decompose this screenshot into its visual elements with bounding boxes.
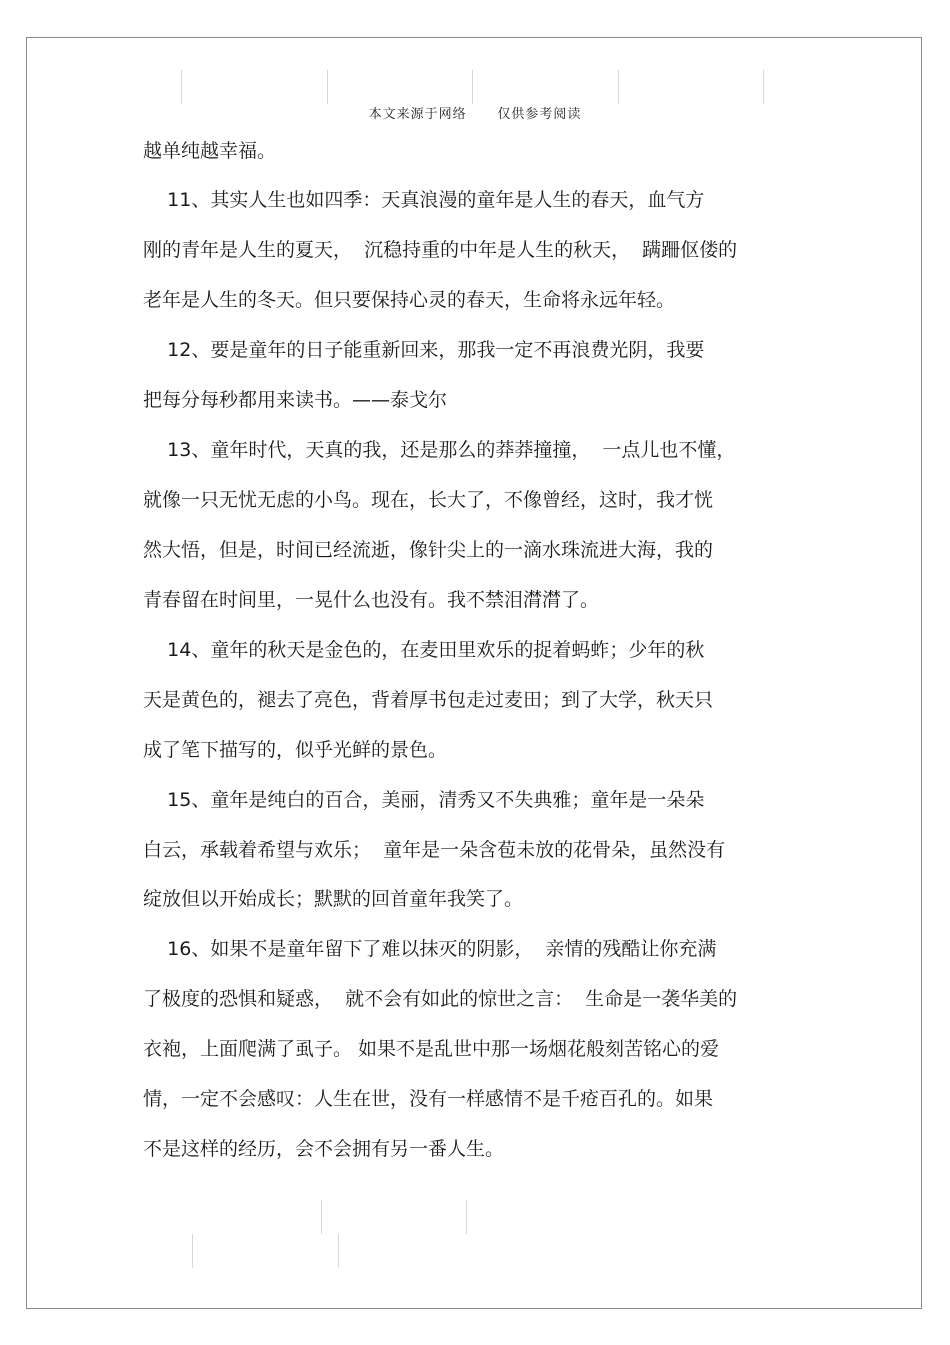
text-line: 就像一只无忧无虑的小鸟。现在，长大了，不像曾经，这时，我才恍 bbox=[143, 489, 714, 511]
text-line: 然大悟，但是，时间已经流逝，像针尖上的一滴水珠流进大海，我的 bbox=[143, 539, 714, 561]
text-line: 把每分每秒都用来读书。——泰戈尔 bbox=[143, 389, 448, 411]
page-frame bbox=[26, 37, 922, 1309]
footer-rule bbox=[321, 1200, 322, 1234]
text-line: 刚的青年是人生的夏天， 沉稳持重的中年是人生的秋天， 蹒跚伛偻的 bbox=[143, 239, 738, 261]
text-line: 白云，承载着希望与欢乐； 童年是一朵含苞未放的花骨朵，虽然没有 bbox=[143, 839, 726, 861]
text-line: 不是这样的经历，会不会拥有另一番人生。 bbox=[143, 1138, 505, 1160]
header-rule bbox=[327, 70, 328, 104]
text-line: 天是黄色的，褪去了亮色，背着厚书包走过麦田；到了大学，秋天只 bbox=[143, 689, 714, 711]
text-line: 成了笔下描写的，似乎光鲜的景色。 bbox=[143, 739, 448, 761]
text-line: 青春留在时间里，一晃什么也没有。我不禁泪潸潸了。 bbox=[143, 589, 600, 611]
text-line: 情，一定不会感叹：人生在世，没有一样感情不是千疮百孔的。如果 bbox=[143, 1088, 714, 1110]
text-line: 15、童年是纯白的百合，美丽，清秀又不失典雅；童年是一朵朵 bbox=[143, 789, 705, 811]
text-line: 老年是人生的冬天。但只要保持心灵的春天，生命将永远年轻。 bbox=[143, 289, 676, 311]
text-line: 16、如果不是童年留下了难以抹灭的阴影， 亲情的残酷让你充满 bbox=[143, 938, 717, 960]
text-line: 14、童年的秋天是金色的，在麦田里欢乐的捉着蚂蚱；少年的秋 bbox=[143, 639, 705, 661]
footer-rule bbox=[466, 1200, 467, 1234]
text-line: 衣袍，上面爬满了虱子。 如果不是乱世中那一场烟花般刻苦铭心的爱 bbox=[143, 1038, 720, 1060]
header-rule bbox=[472, 70, 473, 104]
header-rule bbox=[763, 70, 764, 104]
footer-rule bbox=[192, 1234, 193, 1268]
text-line: 11、其实人生也如四季：天真浪漫的童年是人生的春天，血气方 bbox=[143, 189, 705, 211]
header-note: 本文来源于网络 仅供参考阅读 bbox=[368, 107, 582, 122]
text-line: 越单纯越幸福。 bbox=[143, 140, 277, 162]
text-line: 13、童年时代，天真的我，还是那么的莽莽撞撞， 一点儿也不懂， bbox=[143, 439, 736, 461]
header-rule bbox=[181, 70, 182, 104]
header-rule bbox=[618, 70, 619, 104]
text-line: 了极度的恐惧和疑惑， 就不会有如此的惊世之言： 生命是一袭华美的 bbox=[143, 988, 738, 1010]
text-line: 绽放但以开始成长；默默的回首童年我笑了。 bbox=[143, 888, 524, 910]
text-line: 12、要是童年的日子能重新回来，那我一定不再浪费光阴，我要 bbox=[143, 339, 705, 361]
footer-rule bbox=[338, 1234, 339, 1268]
